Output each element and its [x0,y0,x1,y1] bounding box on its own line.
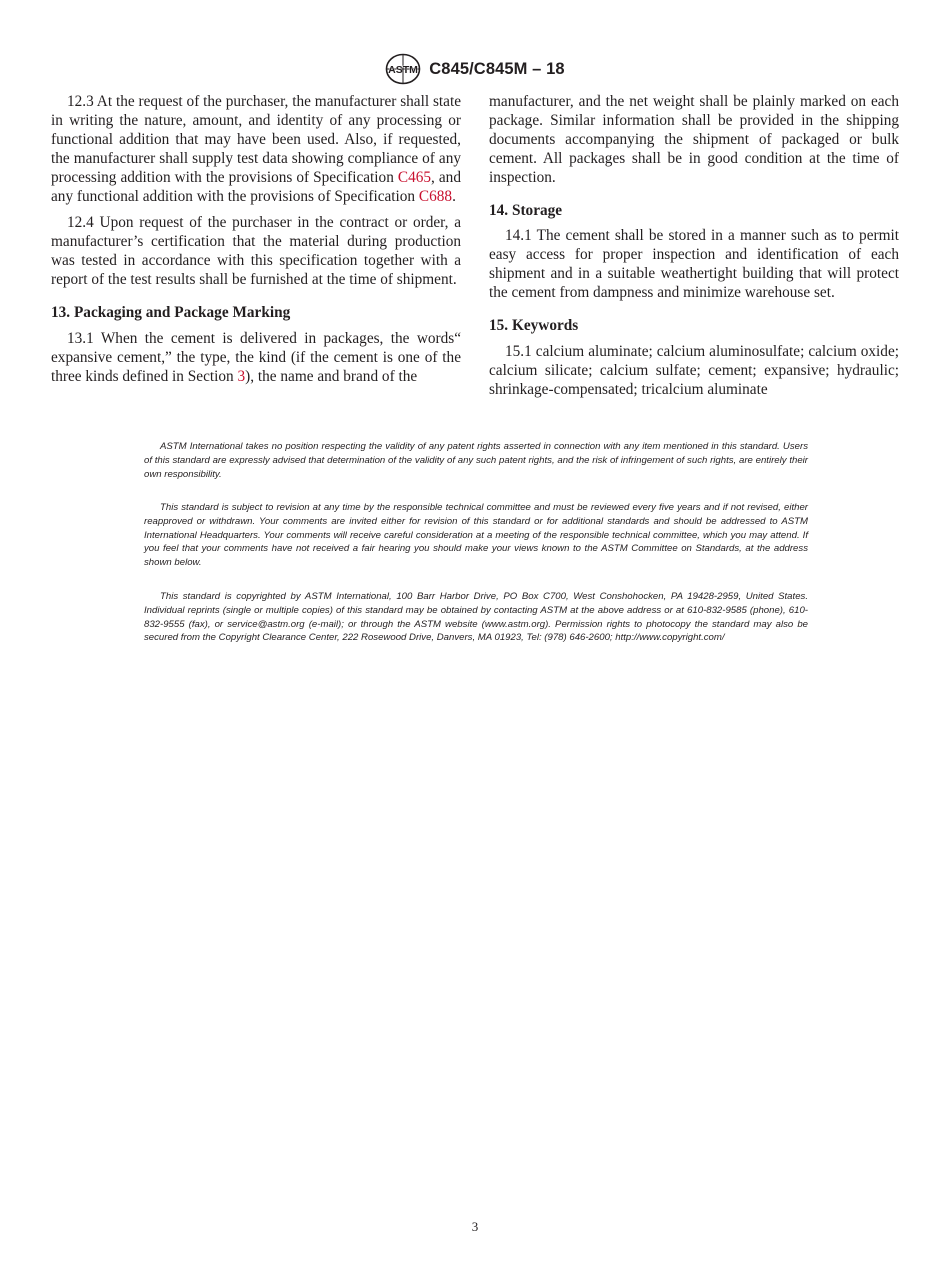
paragraph-15-1: 15.1 calcium aluminate; calcium aluminosulfate; calcium oxide; calcium silicate; calcium sulfate; cement; expansive; hydraulic; shrinkage-compensated; tricalcium aluminate [489,342,899,398]
left-column [51,93,461,387]
section-heading-14: 14. Storage [489,201,563,219]
astm-logo-icon [385,53,421,85]
copyright-notice: This standard is copyrighted by ASTM International, 100 Barr Harbor Drive, PO Box C700, West Conshohocken, PA 19428-2959, United States. Individual reprints (single or multiple copies) of this standard may be obtained by contacting ASTM at the above address or at 610-832-9585 (phone), 610-832-9555 (fax), or service@astm.org (e-mail); or through the ASTM website (www.astm.org). Permission rights to photocopy the standard may also be secured from the Copyright Clearance Center, 222 Rosewood Drive, Danvers, MA 01923, Tel: (978) 646-2600; http://www.copyright.com/ [144,591,808,644]
right-column [489,93,899,400]
paragraph-12-3-text-b: , and any functional addition with the provisions of Specification [51,168,461,205]
paragraph-12-3-text-c: . [452,187,456,205]
patent-notice: ASTM International takes no position respecting the validity of any patent rights asserted in connection with any item mentioned in this standard. Users of this standard are expressly advised that determination of the validity of any such patent rights, and the risk of infringement of such rights, are entirely their own responsibility. [144,441,808,480]
paragraph-12-4: 12.4 Upon request of the purchaser in the contract or order, a manufacturer’s certification that the material during production was tested in accordance with this specification together with a report of the test results shall be furnished at the time of shipment. [51,214,461,289]
svg-text:ASTM: ASTM [388,64,419,76]
paragraph-12-3 [51,93,461,206]
link-c688[interactable]: C688 [418,187,453,205]
standard-designation: C845/C845M – 18 [429,59,565,78]
paragraph-13-1-text-a: 13.1 When the cement is delivered in packages, the words“ expansive cement,” the type, the kind (if the cement is one of the three kinds defined in Section [51,329,461,385]
paragraph-13-1-text-b: ), the name and brand of the [245,367,418,385]
paragraph-13-1 [51,330,461,387]
page-number: 3 [471,1219,479,1234]
paragraph-12-3-text-a: 12.3 At the request of the purchaser, the manufacturer shall state in writing the nature, amount, and identity of any processing or functional addition that may have been used. Also, if requested, the manufacturer shall supply test data showing compliance of any processing addition with the provisions of Specification [51,93,461,186]
page-header [0,52,950,86]
link-c465[interactable]: C465 [397,168,432,186]
section-heading-13: 13. Packaging and Package Marking [51,304,291,322]
paragraph-13-1-continued: manufacturer, and the net weight shall be plainly marked on each package. Similar information shall be provided in the shipping documents accompanying the shipment of packaged or bulk cement. All packages shall be in good condition at the time of inspection. [489,93,899,186]
link-section-3[interactable]: 3 [237,367,246,385]
section-heading-15: 15. Keywords [489,317,579,335]
revision-notice: This standard is subject to revision at any time by the responsible technical committee and must be reviewed every five years and if not revised, either reapproved or withdrawn. Your comments are invited either for revision of this standard or for additional standards and should be addressed to ASTM International Headquarters. Your comments will receive careful consideration at a meeting of the responsible technical committee, which you may attend. If you feel that your comments have not received a fair hearing you should make your views known to the ASTM Committee on Standards, at the address shown below. [144,502,808,569]
paragraph-14-1: 14.1 The cement shall be stored in a manner such as to permit easy access for proper inspection and identification of each shipment and in a suitable weathertight building that will protect the cement from dampness and minimize warehouse set. [489,227,899,302]
